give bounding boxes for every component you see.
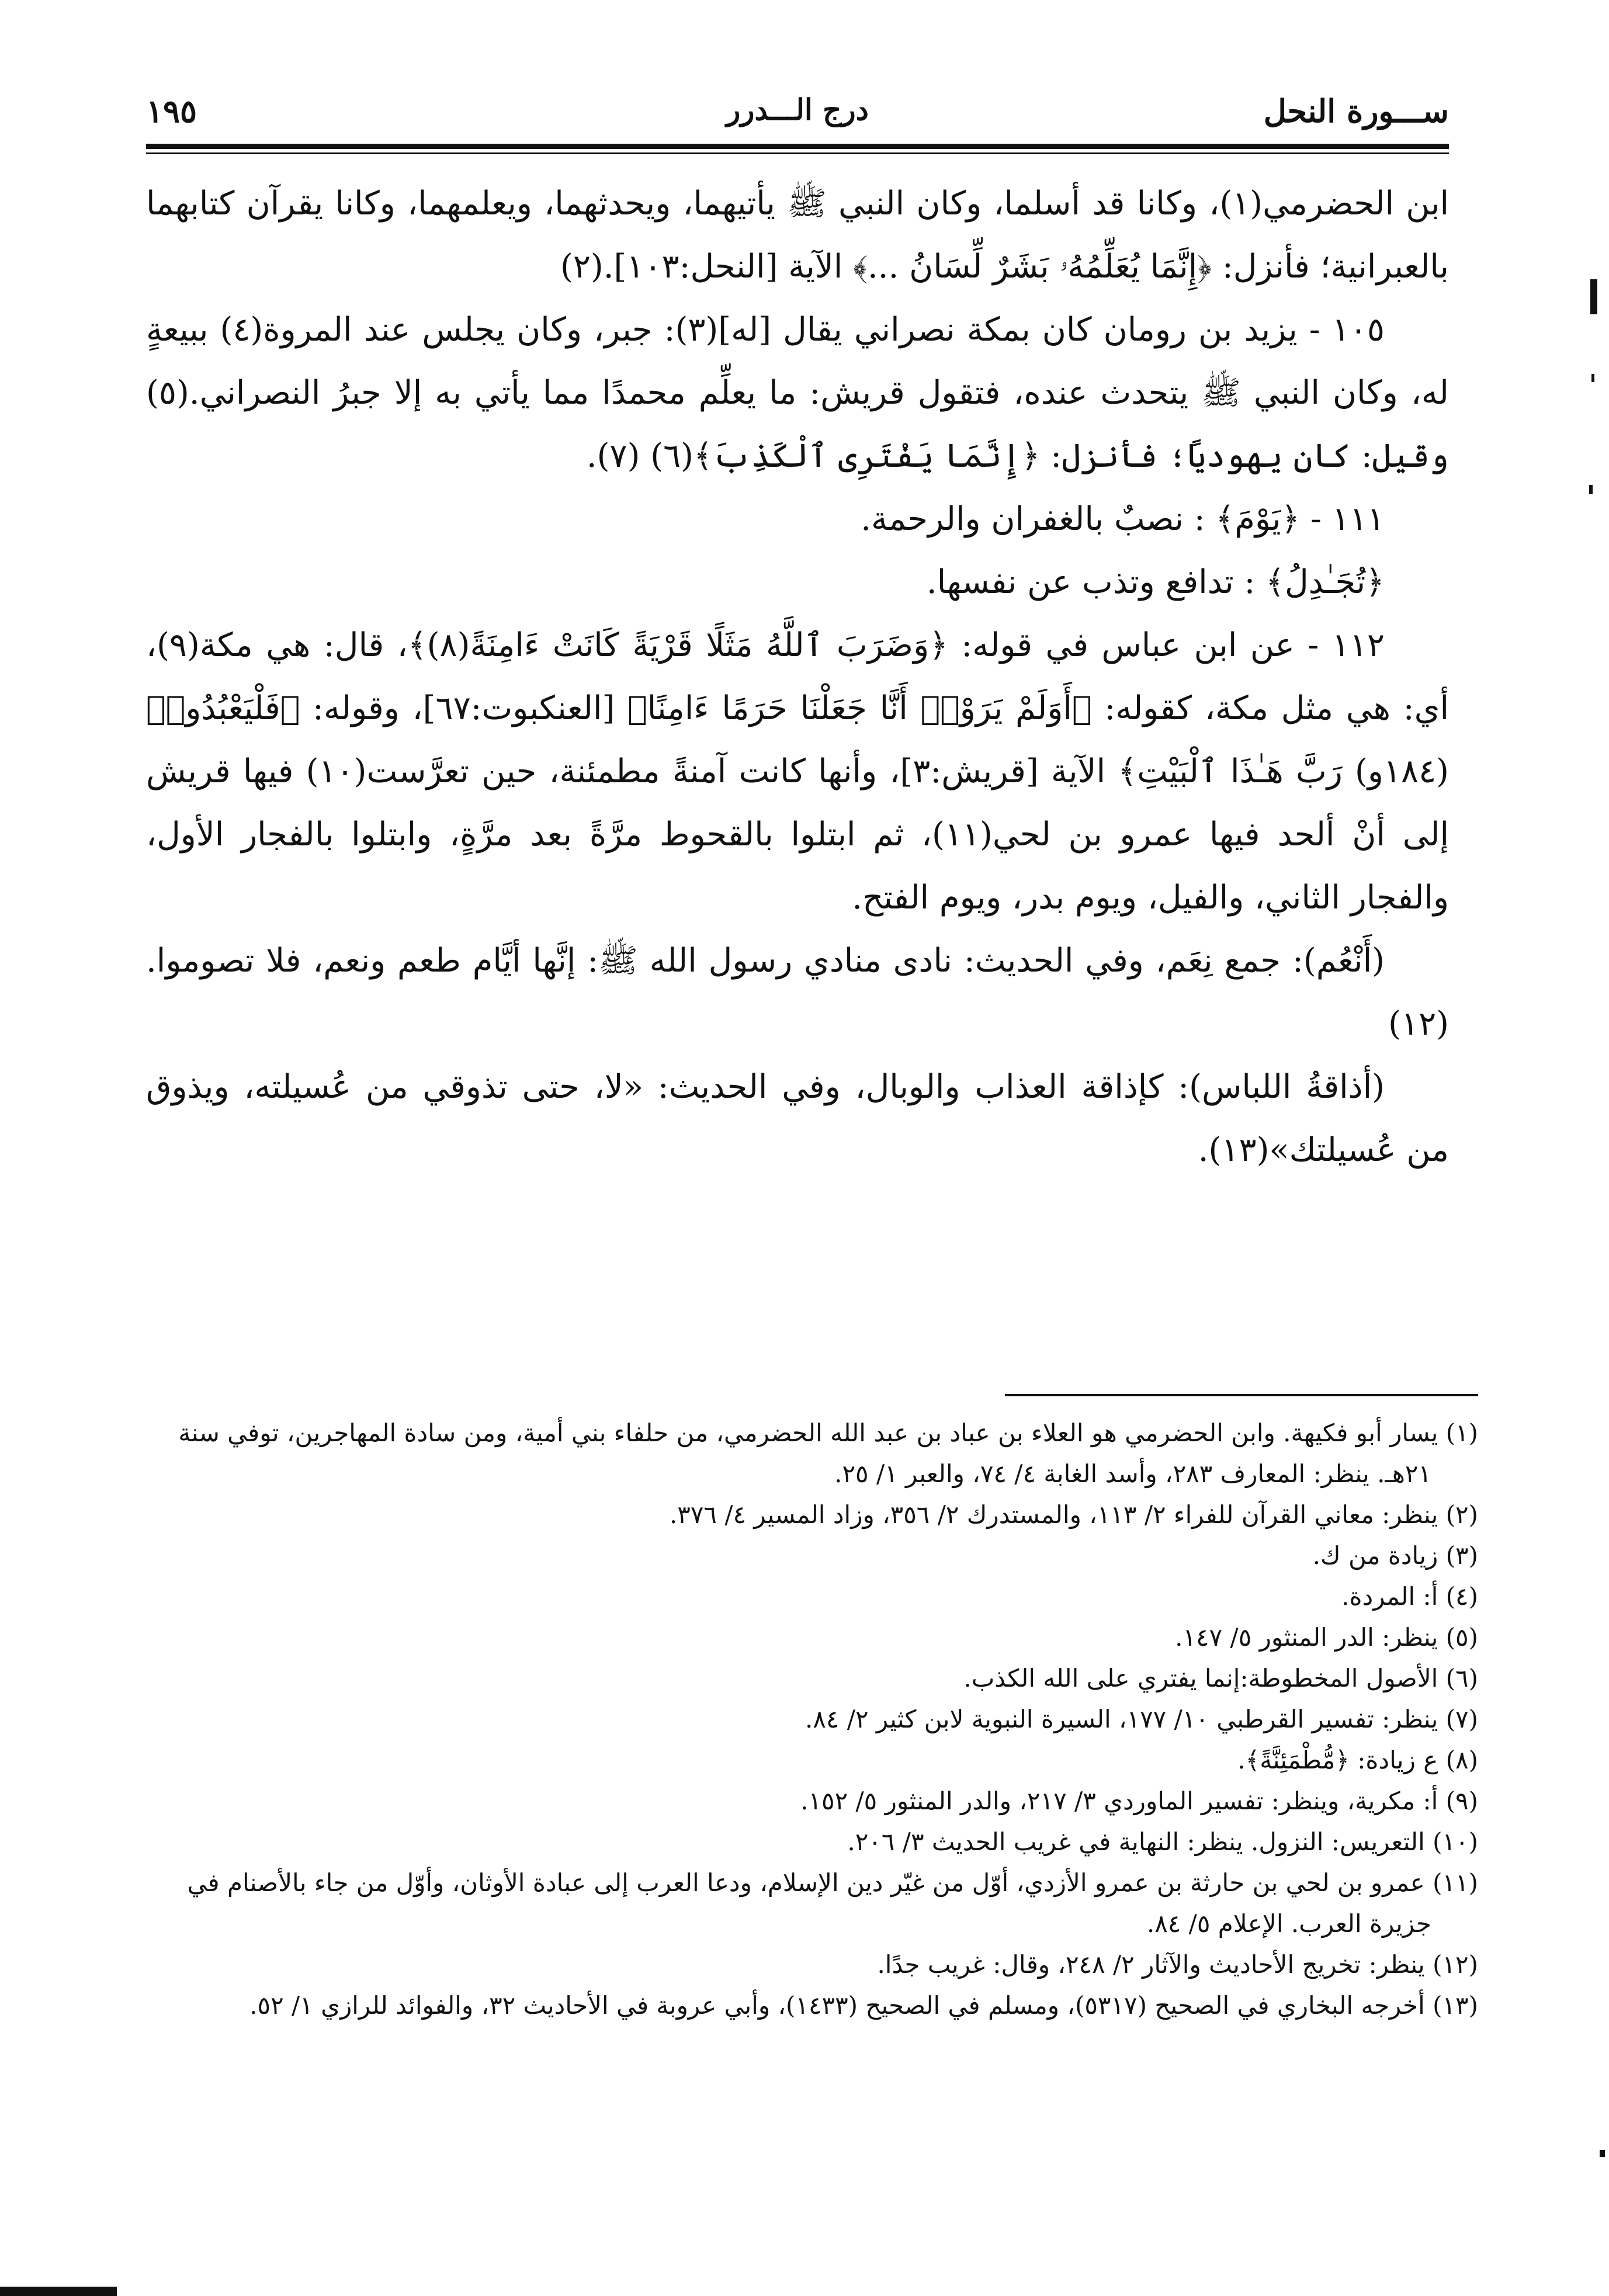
running-header <box>146 88 1449 146</box>
footnote-2: (٢) ينظر: معاني القرآن للفراء ٢/ ١١٣، والمستدرك ٢/ ٣٥٦، وزاد المسير ٤/ ٣٧٦. <box>669 1500 1478 1529</box>
paragraph-1: ابن الحضرمي(١)، وكانا قد أسلما، وكان النبي ﷺ يأتيهما، ويحدثهما، ويعلمهما، وكانا يقرآن كتابهما بالعبرانية؛ فأنزل: ﴿إِنَّمَا يُعَلِّمُهُۥ بَشَرٌ لِّسَانُ ...﴾ الآية [النحل:١٠٣].(٢) <box>146 185 1449 286</box>
header-rule-thin <box>146 152 1449 154</box>
footnotes <box>146 1413 1478 2026</box>
paragraph-5: ١١٢ - عن ابن عباس في قوله: ﴿وَضَرَبَ ٱللَّهُ مَثَلًا قَرْيَةً كَانَتْ ءَامِنَةً(٨)﴾، قال: هي مكة(٩)، أي: هي مثل مكة، كقوله: ﴿أَوَلَمْ يَرَوْا۟ أَنَّا جَعَلْنَا حَرَمًا ءَامِنًا﴾ [العنكبوت:٦٧]، وقوله: ﴿فَلْيَعْبُدُوا۟ (١٨٤و) رَبَّ هَـٰذَا ٱلْبَيْتِ﴾ الآية [قريش:٣]، وأنها كانت آمنةً مطمئنة، حين تعرَّست(١٠) فيها قريش إلى أنْ ألحد فيها عمرو بن لحي(١١)، ثم ابتلوا بالقحوط مرَّةً بعد مرَّةٍ، وابتلوا بالفجار الأول، والفجار الثاني، والفيل، ويوم بدر، ويوم الفتح. <box>146 626 1450 917</box>
surah-title: ســـورة النحل <box>1263 92 1449 130</box>
paragraph-6: (أَنْعُم): جمع نِعَم، وفي الحديث: نادى منادي رسول الله ﷺ: إنَّها أيَّام طعم ونعم، فلا تصوموا.(١٢) <box>146 942 1449 1043</box>
main-text <box>146 172 1449 1182</box>
footnote-5: (٥) ينظر: الدر المنثور ٥/ ١٤٧. <box>1175 1623 1478 1652</box>
footnote-separator <box>1005 1394 1478 1396</box>
paragraph-3: ١١١ - ﴿يَوْمَ﴾ : نصبٌ بالغفران والرحمة. <box>861 500 1385 538</box>
margin-mark <box>1590 279 1597 314</box>
footnote-10: (١٠) التعريس: النزول. ينظر: النهاية في غريب الحديث ٣/ ٢٠٦. <box>847 1827 1478 1856</box>
book-title: درج الـــدرر <box>726 92 869 127</box>
scan-edge-bar <box>0 2287 117 2296</box>
paragraph-4: ﴿تُجَـٰدِلُ﴾ : تدافع وتذب عن نفسها. <box>926 563 1385 601</box>
footnote-1: (١) يسار أبو فكيهة. وابن الحضرمي هو العلاء بن عباد بن عبد الله الحضرمي، من حلفاء بني أمية، ومن سادة المهاجرين، توفي سنة ٢١هـ. ينظر: المعارف ٢٨٣، وأسد الغابة ٤/ ٧٤، والعبر ١/ ٢٥. <box>178 1418 1478 1488</box>
footnote-6: (٦) الأصول المخطوطة:إنما يفتري على الله الكذب. <box>963 1664 1478 1692</box>
page-number: ١٩٥ <box>146 92 197 130</box>
paragraph-7: (أذاقةُ اللباس): كإذاقة العذاب والوبال، وفي الحديث: «لا، حتى تذوقي من عُسيلته، ويذوق من عُسيلتك»(١٣). <box>146 1068 1449 1169</box>
margin-speck <box>1591 374 1594 382</box>
footnote-8: (٨) ع زيادة: ﴿مُّطْمَئِنَّةً﴾. <box>1237 1746 1478 1774</box>
footnote-7: (٧) ينظر: تفسير القرطبي ١٠/ ١٧٧، السيرة النبوية لابن كثير ٢/ ٨٤. <box>805 1705 1478 1733</box>
footnote-12: (١٢) ينظر: تخريج الأحاديث والآثار ٢/ ٢٤٨، وقال: غريب جدًا. <box>877 1950 1478 1979</box>
margin-speck <box>1600 2150 1605 2157</box>
footnote-13: (١٣) أخرجه البخاري في الصحيح (٥٣١٧)، ومسلم في الصحيح (١٤٣٣)، وأبي عروبة في الأحاديث ٣٢، والفوائد للرازي ١/ ٥٢. <box>249 1991 1478 2020</box>
header-rule-thick <box>146 144 1449 149</box>
margin-speck <box>1589 485 1593 494</box>
footnote-11: (١١) عمرو بن لحي بن حارثة بن عمرو الأزدي، أوّل من غيّر دين الإسلام، ودعا العرب إلى عبادة الأوثان، وأوّل من جاء بالأصنام في جزيرة العرب. الإعلام ٥/ ٨٤. <box>187 1868 1478 1938</box>
footnote-3: (٣) زيادة من ك. <box>1312 1541 1478 1570</box>
footnote-4: (٤) أ: المردة. <box>1341 1582 1478 1611</box>
paragraph-2: ١٠٥ - يزيد بن رومان كان بمكة نصراني يقال [له](٣): جبر، وكان يجلس عند المروة(٤) ببيعةٍ له، وكان النبي ﷺ يتحدث عنده، فتقول قريش: ما يعلِّم محمدًا مما يأتي به إلا جبرُ النصراني.(٥) وقيل: كان يهوديًا؛ فأنزل: ﴿إِنَّمَا يَفْتَرِى ٱلْكَذِبَ﴾(٦) (٧). <box>146 311 1449 475</box>
footnote-9: (٩) أ: مكرية، وينظر: تفسير الماوردي ٣/ ٢١٧، والدر المنثور ٥/ ١٥٢. <box>800 1787 1478 1815</box>
